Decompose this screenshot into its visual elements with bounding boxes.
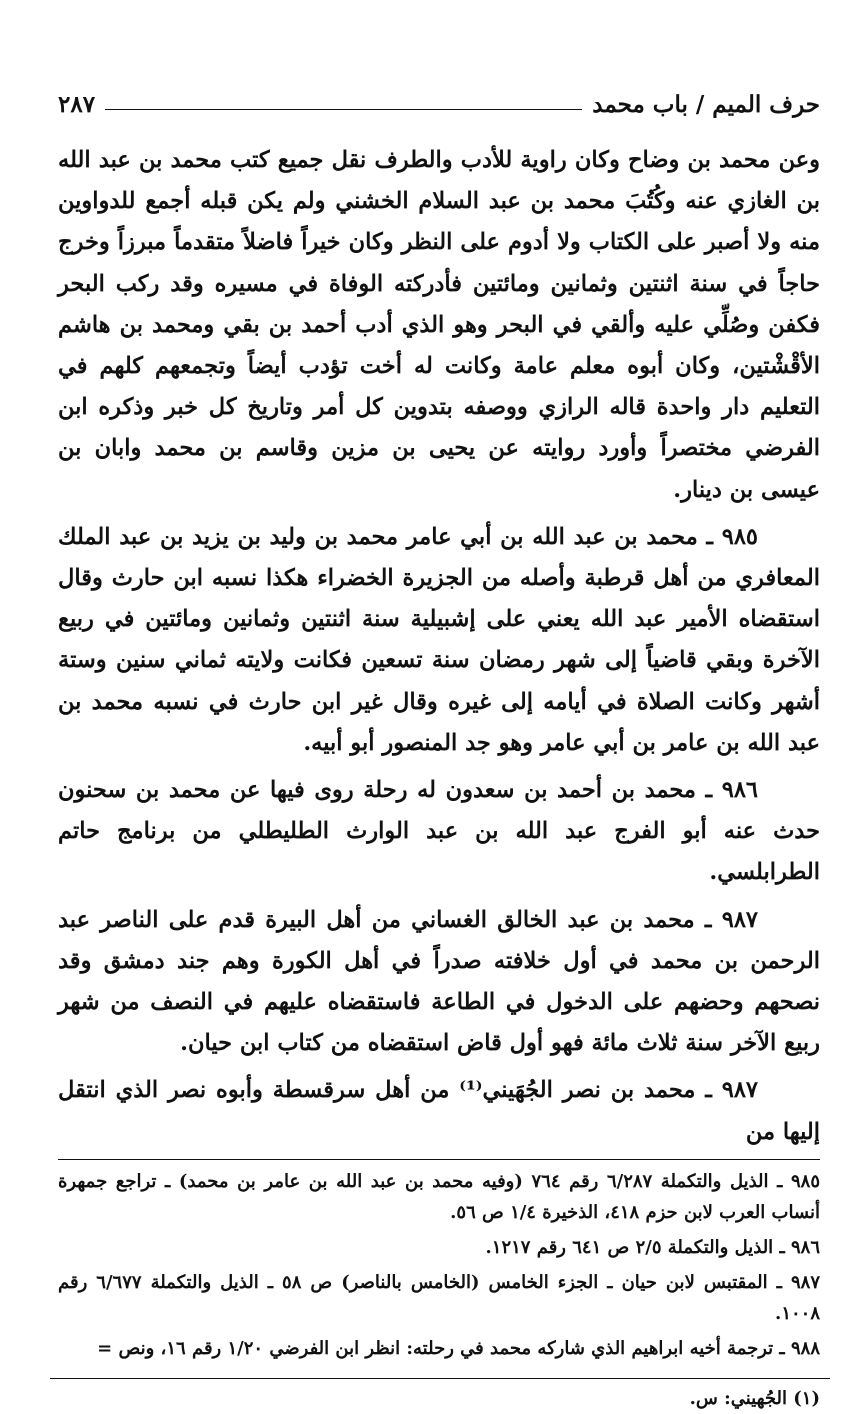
note-divider: [50, 1378, 830, 1379]
reference-986: ٩٨٦ ـ الذيل والتكملة ٢/٥ ص ٦٤١ رقم ١٢١٧.: [485, 1236, 820, 1258]
book-page: [58, 78, 821, 1409]
reference-987: ٩٨٧ ـ المقتبس لابن حيان ـ الجزء الخامس (الخامس بالناصر) ص ٥٨ ـ الذيل والتكملة ٦/٦٧٧ رقم ١٠٠٨.: [58, 1271, 820, 1324]
entry-985: ٩٨٥ ـ محمد بن عبد الله بن أبي عامر محمد بن وليد بن يزيد بن عبد الملك المعافري من أهل قرطبة وأصله من الجزيرة الخضراء هكذا نسبه ابن حارث وقال استقضاه الأمير عبد الله يعني على إشبيلية سنة اثنتين وثمانين ومائتين في ربيع الآخرة وبقي قاضياً إلى شهر رمضان سنة تسعين فكانت ولايته ثماني سنين وستة أشهر وكانت الصلاة في أيامه إلى غيره وقال غير ابن حارث في نسبه محمد بن عبد الله بن عامر بن أبي عامر وهو جد المنصور أبو أبيه.: [58, 523, 820, 756]
entry-986: ٩٨٦ ـ محمد بن أحمد بن سعدون له رحلة روى فيها عن محمد بن سحنون حدث عنه أبو الفرج عبد الله بن عبد الوارث الطليطلي من برنامج حاتم الطرابلسي.: [58, 777, 820, 886]
textual-note-1: (١) الجُهيني: س.: [689, 1387, 820, 1409]
page-number: ٢٨٧: [58, 91, 96, 118]
entry-987: ٩٨٧ ـ محمد بن عبد الخالق الغساني من أهل البيرة قدم على الناصر عبد الرحمن بن محمد في أول خلافته صدراً في أهل الكورة وهم جند دمشق وقد نصحهم وحضهم على الدخول في الطاعة فاستقضاه عليهم في النصف من شهر ربيع الآخر سنة ثلاث مائة فهو أول قاض استقضاه من كتاب ابن حيان.: [58, 906, 820, 1057]
running-header: [58, 78, 820, 116]
entry-988: ٩٨٧ ـ محمد بن نصر الجُهَيني⁽¹⁾ من أهل سرقسطة وأبوه نصر الذي انتقل إليها من: [58, 1077, 820, 1145]
header-rule: [105, 109, 582, 110]
chapter-title: حرف الميم / باب محمد: [592, 91, 820, 118]
paragraph-intro: وعن محمد بن وضاح وكان راوية للأدب والطرف نقل جميع كتب محمد بن عبد الله بن الغازي عنه وكُتُبَ محمد بن عبد السلام الخشني ولم يكن قبله أجمع للدواوين منه ولا أصبر على الكتاب ولا أدوم على النظر وكان خيراً فاضلاً متقدماً مبرزاً وخرج حاجاً في سنة اثنتين وثمانين ومائتين فأدركته الوفاة في مسيره وقد ركب البحر فكفن وصُلِّي عليه وألقي في البحر وهو الذي أدب أحمد بن بقي ومحمد بن هاشم الأقْشْتين، وكان أبوه معلم عامة وكانت له أخت تؤدب أيضاً وتجمعهم كلهم في التعليم دار واحدة قاله الرازي ووصفه بتدوين كل أمر وتاريخ كل خبر وذكره ابن الفرضي مختصراً وأورد روايته عن يحيى بن مزين وقاسم بن محمد وابان بن عيسى بن دينار.: [58, 147, 820, 503]
reference-985: ٩٨٥ ـ الذيل والتكملة ٦/٢٨٧ رقم ٧٦٤ (وفيه محمد بن عبد الله بن عامر بن محمد) ـ تراجع جمهرة أنساب العرب لابن حزم ٤١٨، الذخيرة ١/٤ ص ٥٦.: [58, 1170, 821, 1223]
footnotes: [58, 1166, 820, 1414]
main-text: [58, 140, 820, 1153]
reference-988: ٩٨٨ ـ ترجمة أخيه ابراهيم الذي شاركه محمد في رحلته: انظر ابن الفرضي ١/٢٠ رقم ١٦، ونص =: [97, 1337, 820, 1359]
footnote-separator: [58, 1159, 820, 1160]
